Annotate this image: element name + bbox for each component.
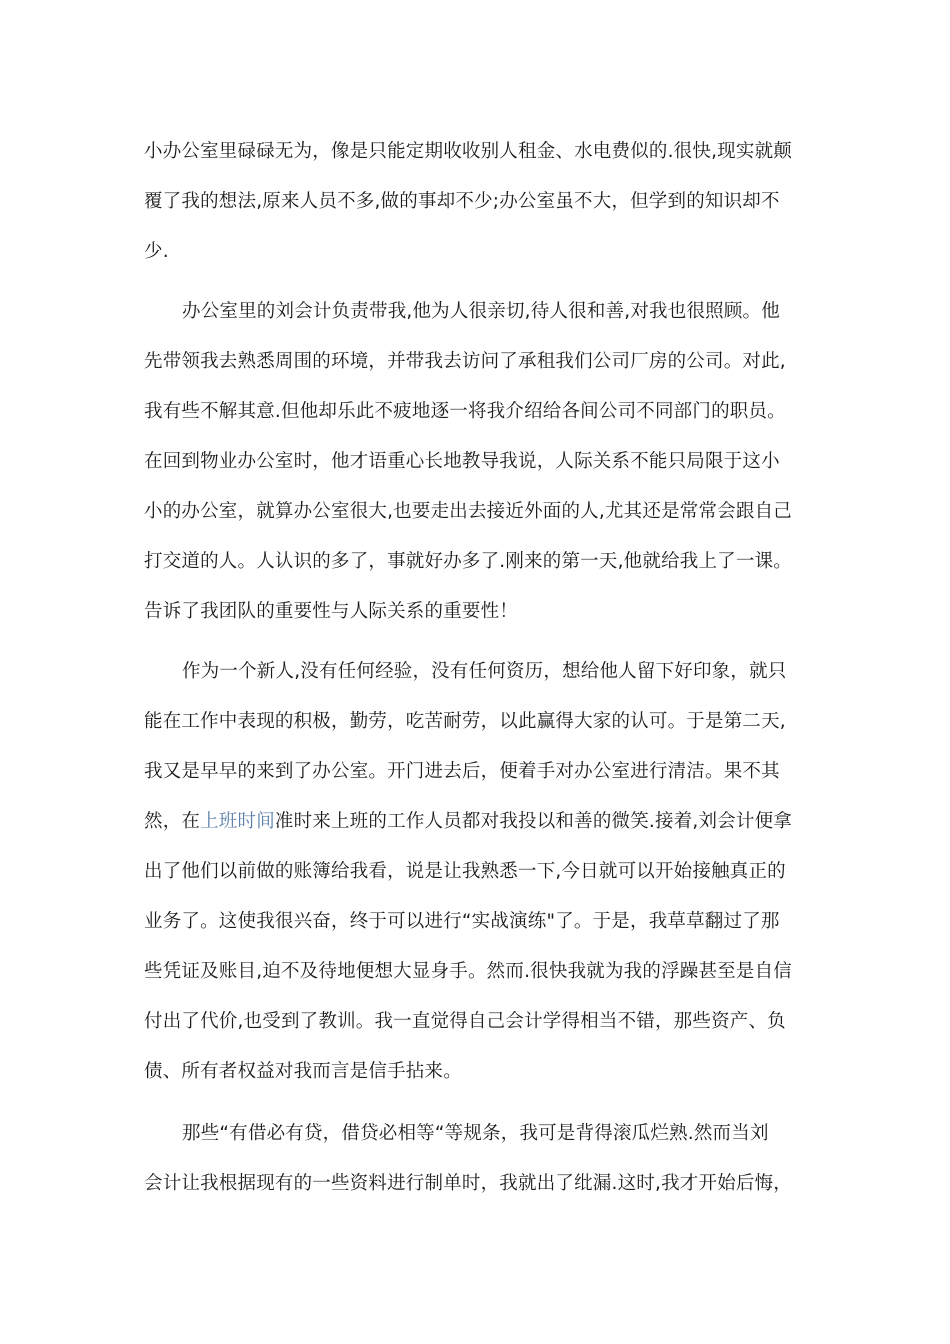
paragraph-3-line-4-after: 准时来上班的工作人员都对我投以和善的微笑.接着,刘会计便拿 xyxy=(274,811,792,832)
paragraph-3-line-4 xyxy=(144,810,824,834)
paragraph-3-line-8: 付出了代价,也受到了教训。我一直觉得自己会计学得相当不错，那些资产、负 xyxy=(144,1011,786,1032)
paragraph-1-line-1: 小办公室里碌碌无为，像是只能定期收收别人租金、水电费似的.很快,现实就颠 xyxy=(144,141,792,162)
paragraph-2-line-2: 先带领我去熟悉周围的环境，并带我去访问了承租我们公司厂房的公司。对此, xyxy=(144,351,786,372)
paragraph-3-line-4-before: 然，在 xyxy=(144,811,201,832)
paragraph-4-line-1: 那些“有借必有贷，借贷必相等“等规条，我可是背得滚瓜烂熟.然而当刘 xyxy=(182,1123,769,1144)
paragraph-2-line-1: 办公室里的刘会计负责带我,他为人很亲切,待人很和善,对我也很照顾。他 xyxy=(182,301,780,322)
paragraph-2-line-6: 打交道的人。人认识的多了，事就好办多了.刚来的第一天,他就给我上了一课。 xyxy=(144,551,792,572)
work-hours-link[interactable]: 上班时间 xyxy=(200,811,275,832)
paragraph-3-line-5: 出了他们以前做的账簿给我看，说是让我熟悉一下,今日就可以开始接触真正的 xyxy=(144,861,786,882)
paragraph-3-line-3: 我又是早早的来到了办公室。开门进去后，便着手对办公室进行清洁。果不其 xyxy=(144,761,780,782)
paragraph-3-line-7: 些凭证及账目,迫不及待地便想大显身手。然而.很快我就为我的浮躁甚至是自信 xyxy=(144,961,792,982)
paragraph-3-line-9: 债、所有者权益对我而言是信手拈来。 xyxy=(144,1061,462,1082)
paragraph-2-line-5: 小的办公室，就算办公室很大,也要走出去接近外面的人,尤其还是常常会跟自己 xyxy=(144,501,792,522)
paragraph-1-line-2: 覆了我的想法,原来人员不多,做的事却不少;办公室虽不大，但学到的知识却不 xyxy=(144,191,780,212)
paragraph-2-line-3: 我有些不解其意.但他却乐此不疲地逐一将我介绍给各间公司不同部门的职员。 xyxy=(144,401,786,422)
paragraph-3-line-1: 作为一个新人,没有任何经验，没有任何资历，想给他人留下好印象，就只 xyxy=(182,661,787,682)
paragraph-1-line-3: 少. xyxy=(144,241,169,262)
paragraph-2-line-4: 在回到物业办公室时，他才语重心长地教导我说，人际关系不能只局限于这小 xyxy=(144,451,780,472)
paragraph-4-line-2: 会计让我根据现有的一些资料进行制单时，我就出了纰漏.这时,我才开始后悔， xyxy=(144,1173,792,1194)
paragraph-3-line-6: 业务了。这使我很兴奋，终于可以进行“实战演练"了。于是，我草草翻过了那 xyxy=(144,911,780,932)
paragraph-2-line-7: 告诉了我团队的重要性与人际关系的重要性！ xyxy=(144,601,519,622)
paragraph-3-line-2: 能在工作中表现的积极，勤劳，吃苦耐劳，以此赢得大家的认可。于是第二天, xyxy=(144,711,786,732)
